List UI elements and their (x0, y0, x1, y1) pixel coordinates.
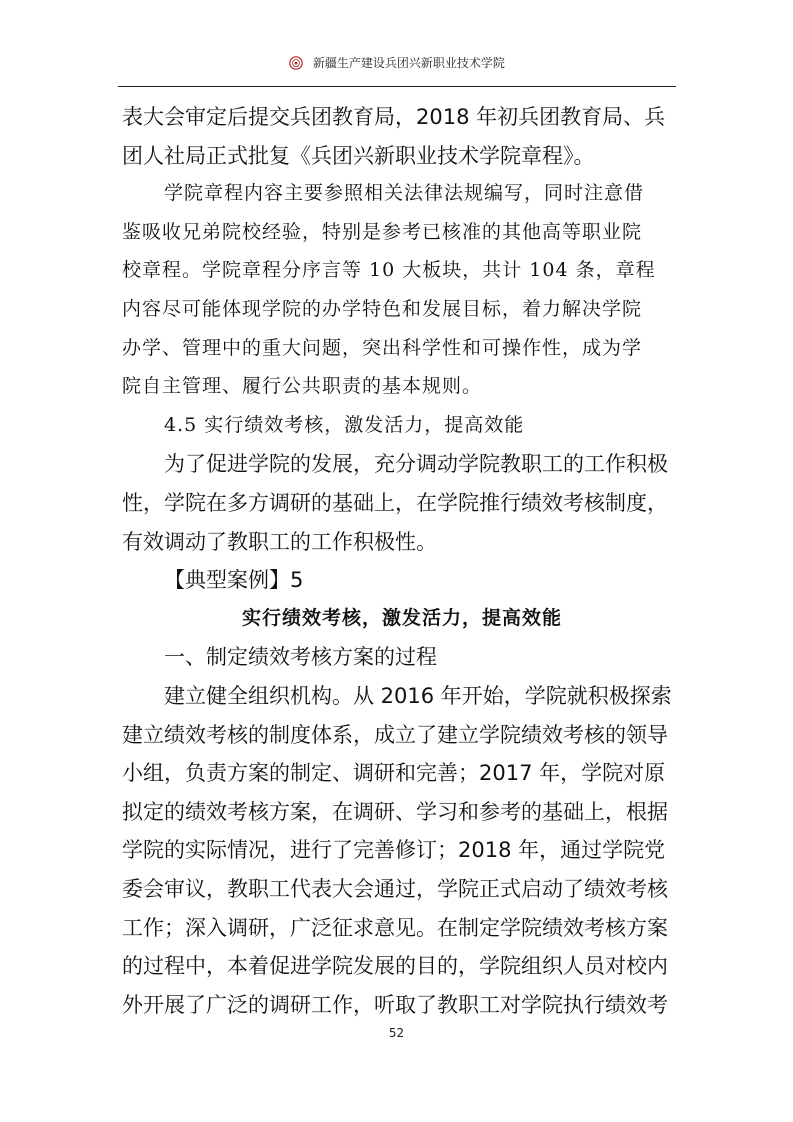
text-line: 校章程。学院章程分序言等 10 大板块，共计 104 条，章程 (122, 259, 656, 282)
text-line: 鉴吸收兄弟院校经验，特别是参考已核准的其他高等职业院 (122, 220, 643, 243)
text-line: 工作；深入调研，广泛征求意见。在制定学院绩效考核方案 (122, 915, 668, 940)
page-header (118, 50, 676, 87)
text-line: 表大会审定后提交兵团教育局，2018 年初兵团教育局、兵 (122, 105, 666, 129)
text-line: 建立健全组织机构。从 2016 年开始，学院就积极探索 (164, 684, 672, 708)
text-line: 为了促进学院的发展，充分调动学院教职工的工作积极 (164, 452, 668, 477)
text-line: 委会审议，教职工代表大会通过，学院正式启动了绩效考核 (122, 877, 668, 901)
text-line: 团人社局正式批复《兵团兴新职业技术学院章程》。 (122, 143, 595, 168)
header-title: 新疆生产建设兵团兴新职业技术学院 (312, 56, 505, 70)
text-line: 院自主管理、履行公共职责的基本规则。 (122, 375, 483, 398)
text-line: 拟定的绩效考核方案，在调研、学习和参考的基础上，根据 (122, 799, 668, 824)
text-line: 办学、管理中的重大问题，突出科学性和可操作性，成为学 (122, 336, 643, 359)
text-line: 性，学院在多方调研的基础上，在学院推行绩效考核制度， (122, 491, 668, 515)
text-line: 外开展了广泛的调研工作，听取了教职工对学院执行绩效考 (122, 992, 668, 1017)
text-line: 学院的实际情况，进行了完善修订；2018 年，通过学院党 (122, 838, 666, 863)
text-line: 实行绩效考核，激发活力，提高效能 (241, 606, 562, 629)
text-line: 【典型案例】5 (164, 568, 304, 593)
page-number: 52 (388, 1026, 405, 1040)
text-line: 建立绩效考核的制度体系，成立了建立学院绩效考核的领导 (122, 722, 668, 747)
text-line: 一、制定绩效考核方案的过程 (164, 645, 437, 670)
text-line: 有效调动了教职工的工作积极性。 (122, 529, 437, 554)
text-line: 的过程中，本着促进学院发展的目的，学院组织人员对校内 (122, 954, 668, 979)
school-seal-icon (289, 56, 303, 70)
text-line: 内容尽可能体现学院的办学特色和发展目标，着力解决学院 (122, 298, 643, 320)
text-line: 4.5 实行绩效考核，激发活力，提高效能 (164, 413, 525, 436)
text-line: 小组，负责方案的制定、调研和完善；2017 年，学院对原 (122, 761, 666, 786)
text-line: 学院章程内容主要参照相关法律法规编写，同时注意借 (164, 182, 645, 205)
